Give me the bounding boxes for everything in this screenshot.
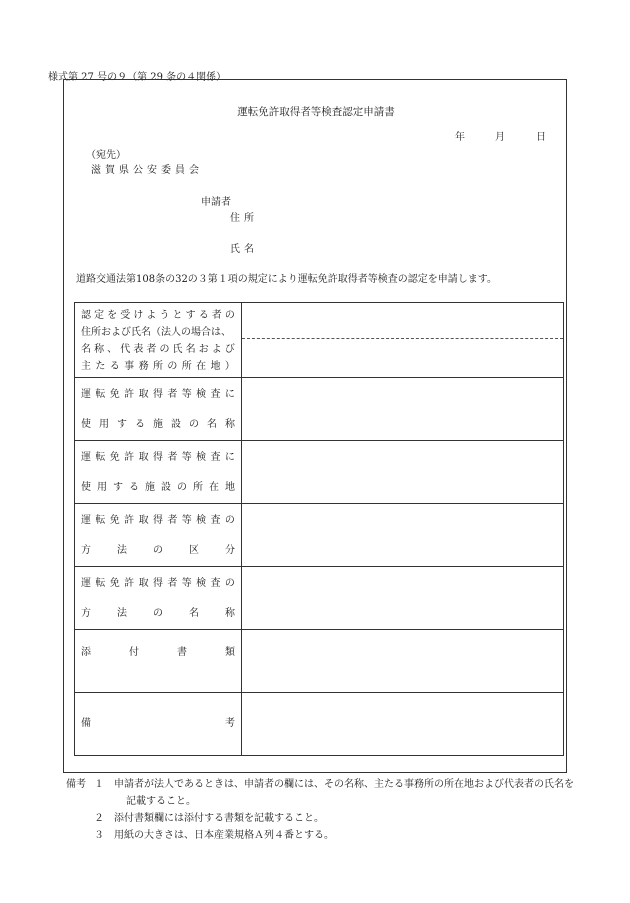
- applicant-name-label: 氏名: [230, 244, 258, 255]
- row-label-line: [75, 481, 241, 495]
- label-char: 設: [171, 419, 181, 430]
- row-label-line: [75, 324, 241, 341]
- label-char: す: [185, 310, 196, 321]
- form-title: 運転免許取得者等検査認定申請書: [237, 106, 395, 118]
- facility-location-row: [75, 441, 564, 504]
- row-label-line: [75, 418, 241, 432]
- row-label-line: [75, 646, 241, 660]
- attachments-row: [75, 630, 564, 693]
- remark-item-2: [66, 810, 630, 827]
- label-char: 得: [152, 515, 163, 526]
- facility-name-row: [75, 378, 564, 441]
- remark-text: 申請者が法人であるときは、申請者の欄には、その名称、主たる事務所の所在地および代表者の氏名を: [114, 779, 574, 790]
- label-char: 等: [181, 389, 192, 400]
- label-char: 運: [81, 389, 91, 400]
- row-label-line: [75, 607, 241, 621]
- label-char: 方: [81, 608, 91, 619]
- label-char: の: [224, 310, 235, 321]
- label-char: 称: [225, 419, 235, 430]
- label-char: 氏: [172, 344, 183, 355]
- date-day-label: 日: [536, 132, 546, 143]
- label-char: 考: [225, 718, 235, 729]
- date-year-label: 年: [455, 132, 465, 143]
- label-char: 主: [81, 361, 91, 372]
- method-name-row: [75, 567, 564, 630]
- label-char: 認: [81, 310, 91, 321]
- label-char: 施: [145, 482, 155, 493]
- label-char: 分: [225, 545, 235, 556]
- row-label-line: [75, 307, 241, 324]
- label-char: 表: [133, 344, 144, 355]
- label-char: に: [224, 389, 235, 400]
- label-char: 運: [81, 578, 91, 589]
- label-char: の: [159, 344, 170, 355]
- label-char: す: [117, 419, 127, 430]
- label-char: 等: [181, 578, 192, 589]
- label-char: 受: [120, 310, 131, 321]
- label-char: 法: [117, 545, 127, 556]
- label-char: 地: [225, 482, 235, 493]
- application-details-table: [74, 302, 564, 756]
- label-char: よ: [146, 310, 157, 321]
- remark-text: 用紙の大きさは、日本産業規格Ａ列４番とする。: [114, 830, 334, 841]
- label-char: 用: [99, 419, 109, 430]
- label-char: 備: [81, 718, 91, 729]
- label-char: 称: [225, 608, 235, 619]
- label-char: 転: [95, 515, 106, 526]
- label-char: 者: [167, 515, 178, 526]
- label-char: 許: [124, 452, 135, 463]
- label-char: 者: [167, 389, 178, 400]
- row-label-line: [75, 544, 241, 558]
- remark-text-continued: 記載すること。: [126, 796, 196, 807]
- label-char: 転: [95, 389, 106, 400]
- label-char: る: [198, 310, 209, 321]
- label-char: 免: [109, 389, 120, 400]
- label-char: る: [109, 361, 120, 372]
- label-char: 定: [94, 310, 105, 321]
- label-char: る: [129, 482, 139, 493]
- label-char: よ: [211, 344, 222, 355]
- label-char: 書: [177, 647, 187, 658]
- label-char: す: [113, 482, 123, 493]
- label-char: 称: [94, 344, 105, 355]
- label-char: 事: [124, 361, 135, 372]
- label-char: 務: [138, 361, 149, 372]
- row-label-line: [75, 451, 241, 465]
- entry-field[interactable]: [242, 693, 564, 756]
- label-char: 転: [95, 578, 106, 589]
- row-label-line: [75, 577, 241, 591]
- remark-number: ３: [94, 830, 104, 841]
- label-char: 使: [81, 482, 91, 493]
- label-char: 所: [181, 361, 192, 372]
- row-label-line: [75, 341, 241, 358]
- label-char: 住所および氏名（法人の場合は、: [81, 327, 231, 338]
- label-char: を: [107, 310, 118, 321]
- label-char: 付: [129, 647, 139, 658]
- label-char: お: [198, 344, 209, 355]
- label-char: 運: [81, 515, 91, 526]
- entry-field[interactable]: [242, 303, 564, 378]
- label-char: 施: [153, 419, 163, 430]
- remark-number: １: [94, 779, 104, 790]
- entry-field[interactable]: [242, 378, 564, 441]
- label-char: の: [153, 608, 163, 619]
- row-label: [75, 303, 242, 378]
- label-char: う: [159, 310, 170, 321]
- remarks-header: 備考: [66, 779, 86, 790]
- label-char: 検: [196, 389, 207, 400]
- label-char: と: [172, 310, 183, 321]
- date-month-label: 月: [495, 132, 505, 143]
- label-char: 者: [167, 452, 178, 463]
- label-char: 所: [193, 482, 203, 493]
- label-char: の: [167, 361, 178, 372]
- label-char: 転: [95, 452, 106, 463]
- remark-text: 添付書類欄には添付する書類を記載すること。: [114, 813, 324, 824]
- label-char: 用: [97, 482, 107, 493]
- label-char: 検: [196, 578, 207, 589]
- row-label-line: [75, 388, 241, 402]
- label-char: 査: [210, 389, 221, 400]
- row-label: [75, 504, 242, 567]
- remarks-section: [66, 776, 630, 844]
- label-char: の: [153, 545, 163, 556]
- row-label-line: [75, 358, 241, 375]
- applicant-label: 申請者: [201, 197, 231, 208]
- applicant-identity-row: [75, 303, 564, 378]
- label-char: 免: [109, 452, 120, 463]
- row-label-line: [75, 514, 241, 528]
- label-char: 得: [152, 389, 163, 400]
- label-char: 地: [210, 361, 221, 372]
- label-char: 取: [138, 515, 149, 526]
- label-char: ）: [224, 361, 235, 372]
- label-char: 類: [225, 647, 235, 658]
- label-char: 、: [107, 344, 118, 355]
- remark-item-1: [66, 776, 630, 810]
- label-char: 在: [196, 361, 207, 372]
- addressee: 滋賀県公安委員会: [91, 165, 203, 176]
- label-char: 得: [152, 578, 163, 589]
- label-char: 使: [81, 419, 91, 430]
- label-char: 所: [152, 361, 163, 372]
- label-char: 取: [138, 452, 149, 463]
- remarks-row: [75, 693, 564, 756]
- label-char: 許: [124, 389, 135, 400]
- label-char: 免: [109, 515, 120, 526]
- entry-field[interactable]: [242, 441, 564, 504]
- label-char: 得: [152, 452, 163, 463]
- label-char: の: [224, 578, 235, 589]
- row-label-line: [75, 717, 241, 731]
- remark-item-3: [66, 827, 630, 844]
- label-char: 添: [81, 647, 91, 658]
- row-label: [75, 567, 242, 630]
- label-char: 名: [207, 419, 217, 430]
- label-char: 査: [210, 452, 221, 463]
- label-char: 方: [81, 545, 91, 556]
- label-char: 取: [138, 389, 149, 400]
- label-char: 取: [138, 578, 149, 589]
- label-char: 等: [181, 452, 192, 463]
- label-char: 査: [210, 578, 221, 589]
- form-number: 様式第 27 号の９（第 29 条の４関係）: [48, 72, 227, 83]
- label-char: 法: [117, 608, 127, 619]
- label-char: 等: [181, 515, 192, 526]
- label-char: 代: [120, 344, 131, 355]
- label-char: 運: [81, 452, 91, 463]
- row-label: [75, 378, 242, 441]
- label-char: 者: [211, 310, 222, 321]
- label-char: 査: [210, 515, 221, 526]
- label-char: 名: [189, 608, 199, 619]
- label-char: た: [95, 361, 106, 372]
- label-char: 名: [185, 344, 196, 355]
- label-char: 設: [161, 482, 171, 493]
- label-char: 区: [189, 545, 199, 556]
- label-char: け: [133, 310, 144, 321]
- addressee-label: （宛先）: [86, 150, 126, 161]
- label-char: び: [224, 344, 235, 355]
- label-char: に: [224, 452, 235, 463]
- application-form-frame: [63, 79, 567, 773]
- label-char: 許: [124, 515, 135, 526]
- label-char: の: [224, 515, 235, 526]
- row-label: [75, 441, 242, 504]
- row-label: [75, 630, 242, 693]
- label-char: 許: [124, 578, 135, 589]
- label-char: 免: [109, 578, 120, 589]
- label-char: 在: [209, 482, 219, 493]
- label-char: 者: [146, 344, 157, 355]
- label-char: 検: [196, 515, 207, 526]
- dashed-divider: [242, 338, 563, 374]
- label-char: 検: [196, 452, 207, 463]
- method-category-row: [75, 504, 564, 567]
- application-statement: 道路交通法第108条の32の３第１項の規定により運転免許取得者等検査の認定を申請します。: [76, 274, 498, 285]
- label-char: 者: [167, 578, 178, 589]
- remark-number: ２: [94, 813, 104, 824]
- applicant-address-label: 住所: [230, 213, 258, 224]
- label-char: る: [135, 419, 145, 430]
- entry-field[interactable]: [242, 630, 564, 693]
- entry-field[interactable]: [242, 504, 564, 567]
- row-label: [75, 693, 242, 756]
- label-char: の: [189, 419, 199, 430]
- entry-field[interactable]: [242, 567, 564, 630]
- label-char: の: [177, 482, 187, 493]
- label-char: 名: [81, 344, 91, 355]
